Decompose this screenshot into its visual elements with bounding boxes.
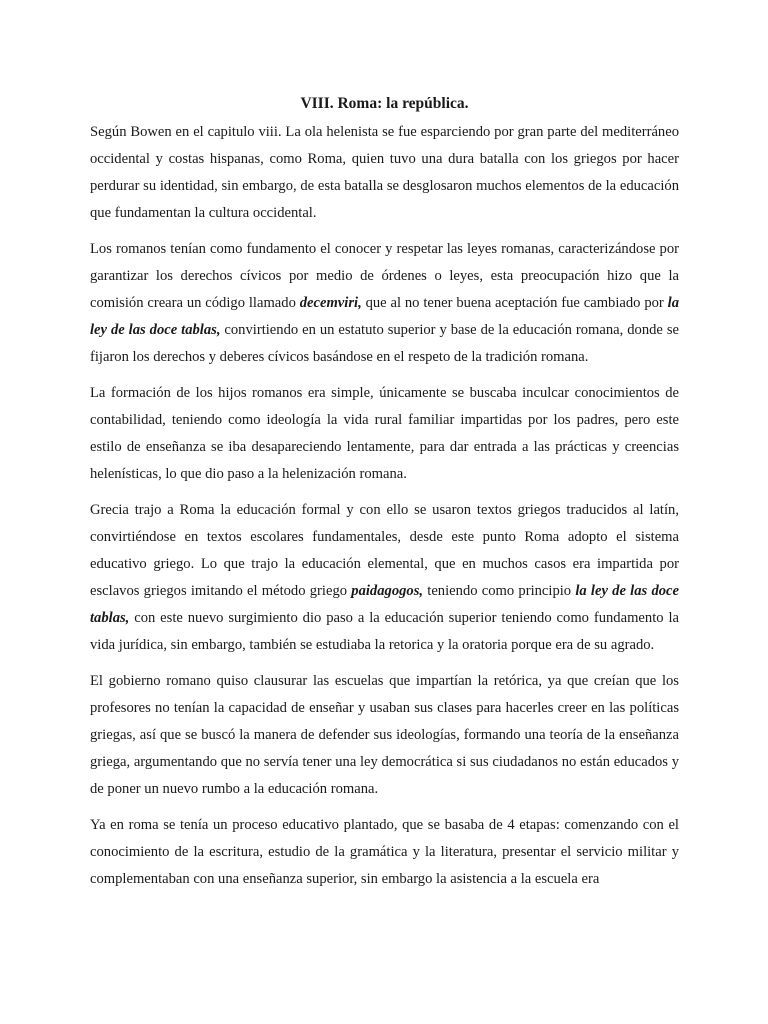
paragraph <box>90 812 679 893</box>
emphasized-term: la ley de las doce tablas, <box>90 295 679 338</box>
paragraph-text: Ya en roma se tenía un proceso educativo plantado, que se basaba de 4 etapas: comenzando con el conocimiento de la escritura, estudio de la gramática y la literatura, presentar el servicio militar y complementaban con una enseñanza superior, sin embargo la asistencia a la escuela era <box>90 817 679 887</box>
paragraph <box>90 236 679 371</box>
paragraph-text: teniendo como principio <box>423 583 576 599</box>
paragraph-text: La formación de los hijos romanos era simple, únicamente se buscaba inculcar conocimientos de contabilidad, teniendo como ideología la vida rural familiar impartidas por los padres, pero este estilo de enseñanza se iba desapareciendo lentamente, para dar entrada a las prácticas y creencias helenísticas, lo que dio paso a la helenización romana. <box>90 385 679 482</box>
paragraph-text: El gobierno romano quiso clausurar las escuelas que impartían la retórica, ya que creían que los profesores no tenían la capacidad de enseñar y usaban sus clases para hacerles creer en las políticas griegas, así que se buscó la manera de defender sus ideologías, formando una teoría de la enseñanza griega, argumentando que no servía tener una ley democrática si sus ciudadanos no están educados y de poner un nuevo rumbo a la educación romana. <box>90 673 679 797</box>
paragraph-text: con este nuevo surgimiento dio paso a la educación superior teniendo como fundamento la vida jurídica, sin embargo, también se estudiaba la retorica y la oratoria porque era de su agrado. <box>90 610 679 653</box>
paragraph <box>90 380 679 488</box>
emphasized-term: decemviri, <box>299 295 362 311</box>
emphasized-term: paidagogos, <box>351 583 424 599</box>
paragraph-text: Grecia trajo a Roma la educación formal y con ello se usaron textos griegos traducidos al latín, convirtiéndose en textos escolares fundamentales, desde este punto Roma adopto el sistema educativo griego. Lo que trajo la educación elemental, que en muchos casos era impartida por esclavos griegos imitando el método griego <box>90 502 679 599</box>
paragraph <box>90 497 679 659</box>
document-body <box>90 119 679 893</box>
page-title: VIII. Roma: la república. <box>300 95 469 112</box>
paragraph-text: Los romanos tenían como fundamento el conocer y respetar las leyes romanas, caracterizándose por garantizar los derechos cívicos por medio de órdenes o leyes, esta preocupación hizo que la comisión creara un código llamado <box>90 241 679 311</box>
paragraph-text: que al no tener buena aceptación fue cambiado por <box>361 295 668 311</box>
paragraph-text: convirtiendo en un estatuto superior y base de la educación romana, donde se fijaron los derechos y deberes cívicos basándose en el respeto de la tradición romana. <box>90 322 679 365</box>
emphasized-term: la ley de las doce tablas, <box>90 583 679 626</box>
paragraph <box>90 668 679 803</box>
paragraph-text: Según Bowen en el capitulo viii. La ola helenista se fue esparciendo por gran parte del mediterráneo occidental y costas hispanas, como Roma, quien tuvo una dura batalla con los griegos por hacer perdurar su identidad, sin embargo, de esta batalla se desglosaron muchos elementos de la educación que fundamentan la cultura occidental. <box>90 124 679 221</box>
paragraph <box>90 119 679 227</box>
